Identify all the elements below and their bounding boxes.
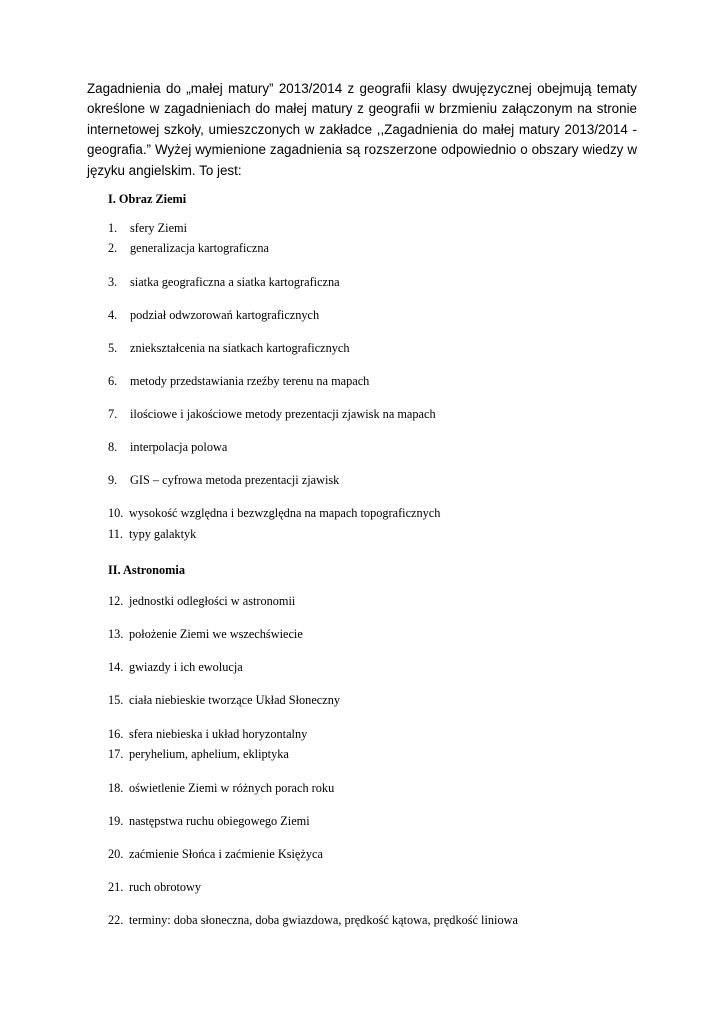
item-number: 13. [108, 627, 124, 641]
item-number: 4. [108, 308, 118, 322]
item-text: peryhelium, aphelium, ekliptyka [129, 747, 289, 761]
item-text: zaćmienie Słońca i zaćmienie Księżyca [129, 847, 323, 861]
list-item [108, 781, 334, 796]
item-text: oświetlenie Ziemi w różnych porach roku [129, 781, 335, 795]
item-text: siatka geograficzna a siatka kartograficzna [130, 275, 340, 289]
list-item [108, 341, 350, 356]
list-item [108, 693, 340, 708]
list-item [108, 913, 518, 928]
item-text: sfery Ziemi [130, 221, 188, 235]
item-number: 2. [108, 241, 118, 255]
item-number: 14. [108, 660, 124, 674]
list-item [108, 660, 243, 675]
item-number: 1. [108, 221, 118, 235]
item-number: 6. [108, 374, 118, 388]
section-heading-obraz-ziemi: I. Obraz Ziemi [108, 192, 187, 206]
item-text: ilościowe i jakościowe metody prezentacji zjawisk na mapach [130, 407, 436, 421]
list-item [108, 880, 201, 895]
item-text: ruch obrotowy [129, 880, 202, 894]
item-text: ciała niebieskie tworzące Układ Słoneczny [129, 693, 341, 707]
intro-paragraph: Zagadnienia do „małej matury” 2013/2014 z geografii klasy dwujęzycznej obejmują tematy określone w zagadnieniach do małej matury z geografii w brzmieniu załączonym na stronie internetowej szkoły, umieszczonych w zakładce ,,Zagadnienia do małej matury 2013/2014 - geografia.” Wyżej wymienione zagadnienia są rozszerzone odpowiednio o obszary wiedzy w języku angielskim. To jest: [87, 81, 637, 178]
list-item [108, 241, 269, 256]
item-text: GIS – cyfrowa metoda prezentacji zjawisk [130, 473, 340, 487]
item-number: 18. [108, 781, 124, 795]
list-item [108, 747, 289, 762]
item-number: 20. [108, 847, 124, 861]
list-item [108, 407, 436, 422]
item-text: gwiazdy i ich ewolucja [129, 660, 243, 674]
item-number: 19. [108, 814, 124, 828]
list-item [108, 847, 323, 862]
list-item [108, 275, 340, 290]
item-number: 9. [108, 473, 118, 487]
list-item [108, 506, 440, 521]
list-item [108, 594, 295, 609]
list-item [108, 374, 369, 389]
item-text: jednostki odległości w astronomii [129, 594, 296, 608]
item-number: 11. [108, 527, 123, 541]
item-number: 16. [108, 727, 124, 741]
list-item [108, 814, 310, 829]
item-text: podział odwzorowań kartograficznych [130, 308, 320, 322]
item-number: 15. [108, 693, 124, 707]
item-number: 8. [108, 440, 118, 454]
section-heading-astronomia: II. Astronomia [108, 563, 185, 577]
item-number: 21. [108, 880, 124, 894]
list-item [108, 440, 227, 455]
item-number: 3. [108, 275, 118, 289]
item-text: następstwa ruchu obiegowego Ziemi [129, 814, 310, 828]
item-number: 22. [108, 913, 124, 927]
list-item [108, 527, 196, 542]
list-item [108, 627, 303, 642]
item-number: 12. [108, 594, 124, 608]
item-number: 7. [108, 407, 118, 421]
item-text: położenie Ziemi we wszechświecie [129, 627, 303, 641]
item-text: generalizacja kartograficzna [130, 241, 269, 255]
item-text: terminy: doba słoneczna, doba gwiazdowa, prędkość kątowa, prędkość liniowa [129, 913, 518, 927]
list-item [108, 473, 339, 488]
item-text: wysokość względna i bezwzględna na mapach topograficznych [129, 506, 441, 520]
item-number: 17. [108, 747, 124, 761]
item-number: 10. [108, 506, 124, 520]
item-text: sfera niebieska i układ horyzontalny [129, 727, 308, 741]
item-text: zniekształcenia na siatkach kartograficznych [130, 341, 350, 355]
list-item [108, 308, 319, 323]
item-number: 5. [108, 341, 118, 355]
item-text: metody przedstawiania rzeźby terenu na mapach [130, 374, 370, 388]
item-text: interpolacja polowa [130, 440, 228, 454]
list-item [108, 727, 307, 742]
list-item [108, 221, 187, 236]
item-text: typy galaktyk [129, 527, 197, 541]
